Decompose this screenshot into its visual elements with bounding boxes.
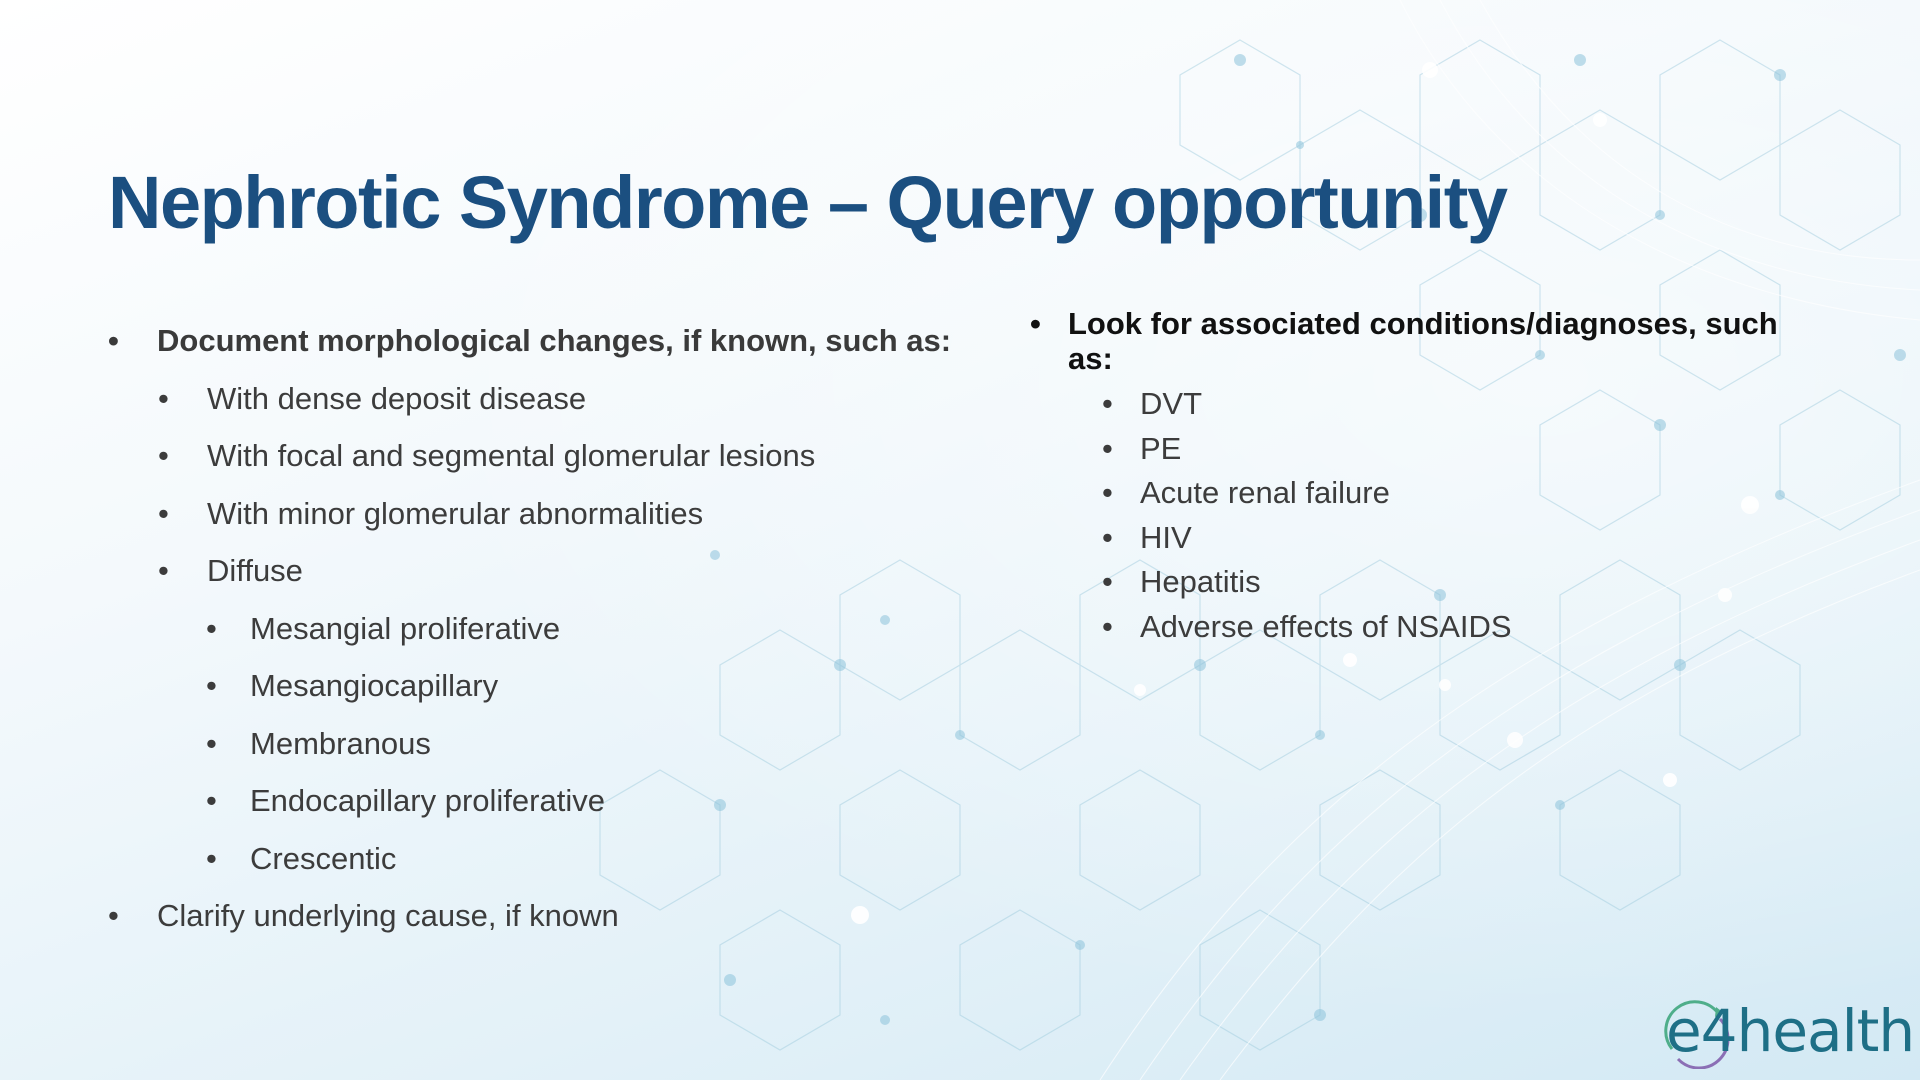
list-subitem: • Membranous — [108, 715, 968, 773]
list-item: • Acute renal failure — [1030, 471, 1810, 516]
left-heading: • Document morphological changes, if known, such as: — [108, 312, 977, 370]
e4health-logo — [1666, 995, 1915, 1067]
slide-title: Nephrotic Syndrome – Query opportunity — [108, 161, 1507, 244]
right-column — [1030, 306, 1810, 649]
list-subitem: • Crescentic — [108, 830, 968, 888]
list-subitem: • Mesangial proliferative — [108, 600, 968, 658]
list-subitem: • Mesangiocapillary — [108, 657, 968, 715]
list-subitem: • Endocapillary proliferative — [108, 772, 968, 830]
associated-conditions-list — [1030, 306, 1810, 649]
morphology-list — [108, 312, 968, 945]
logo-text: e4health — [1666, 997, 1915, 1065]
list-item: • PE — [1030, 427, 1810, 472]
right-heading: • Look for associated conditions/diagnoses, such as: — [1030, 306, 1810, 376]
list-item: • Adverse effects of NSAIDS — [1030, 605, 1810, 650]
closing-item: • Clarify underlying cause, if known — [108, 887, 968, 945]
list-item: • HIV — [1030, 516, 1810, 561]
list-item: • Diffuse — [108, 542, 968, 600]
list-item: • With focal and segmental glomerular lesions — [108, 427, 968, 485]
list-item: • With dense deposit disease — [108, 370, 968, 428]
list-item: • Hepatitis — [1030, 560, 1810, 605]
list-item: • DVT — [1030, 382, 1810, 427]
list-item: • With minor glomerular abnormalities — [108, 485, 968, 543]
left-column — [108, 312, 968, 945]
